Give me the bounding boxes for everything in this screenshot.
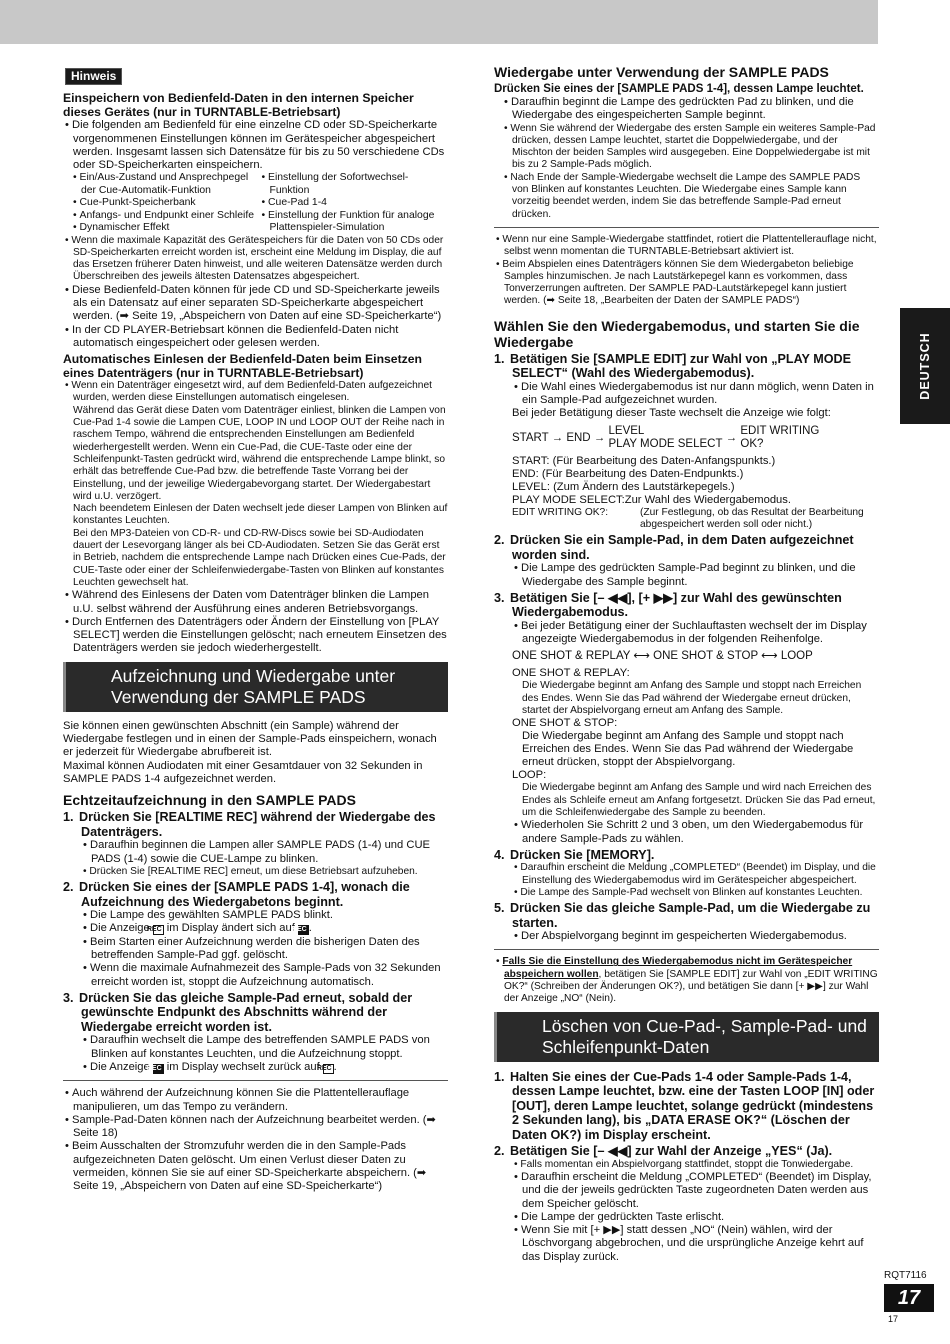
heading-playback: Wiedergabe unter Verwendung der SAMPLE PADS [494,64,829,80]
divider [494,227,879,228]
mode-term: LOOP: [512,769,547,782]
note-item: • Durch Entfernen des Datenträgers oder Ändern der Einstellung von [PLAY SELECT] werden die Einstellungen gelöscht; nach erneutem Einsetzen des Datenträgers werden sie jedoch wiederhergestellt. [63,616,448,656]
rec-indicator-icon: REC [146,926,162,934]
mode-one-shot-stop: ONE SHOT & STOP [653,650,758,663]
definition-row: END: (Für Bearbeitung des Daten-Endpunkts.) [512,467,744,480]
note-item: • Sample-Pad-Daten können nach der Aufzeichnung bearbeitet werden. (➡ Seite 18) [63,1114,448,1141]
divider [63,1080,448,1081]
note-item: • Wenn die maximale Kapazität des Gerätespeichers für die Daten von 50 CDs oder SD-Speicherkarten erreicht worden ist, erscheint eine Meldung im Display, die auf das Ersetzen früherer Daten hinweist, und alle weiteren Datensätze werden durch Überschreiben des jeweils ältesten Datensatzes abgespeichert. [63,235,448,284]
list-item: • Anfangs- und Endpunkt einer Schleife [71,210,260,222]
mode-description: Die Wiedergabe beginnt am Anfang des Sample und stoppt nach Erreichen des Endes. Wenn Sie das Pad während der Wiedergabe erneut drücken, stoppt der Abspielvorgang. [522,730,854,769]
mode-one-shot-replay: ONE SHOT & REPLAY [512,650,631,663]
note-item: • Wenn ein Datenträger eingesetzt wird, auf dem Bedienfeld-Daten aufgezeichnet wurden, werden diese Einstellungen automatisch eingelesen. [63,380,448,405]
step-note: • Wenn Sie mit [+ ▶▶] statt dessen „NO“ (Nein) wählen, wird der Löschvorgang abgebrochen, und die ursprüngliche Anzeige kehrt auf das Display zurück. [512,1224,879,1264]
rec-indicator-icon: REC [316,1064,332,1072]
right-column [494,64,879,1264]
mode-loop: LOOP [780,650,813,663]
note-item: • Auch während der Aufzeichnung können Sie die Plattentellerauflage manipulieren, um das Tempo zu verändern. [63,1087,448,1114]
step-note: • Daraufhin erscheint die Meldung „COMPLETED“ (Beendet) im Display, und die der jeweils gedrückten Taste zugeordneten Daten werden aus dem Speicher gelöscht. [512,1171,879,1211]
note-item: • Daraufhin beginnt die Lampe des gedrückten Pad zu blinken, und die Wiedergabe des eingespeicherten Sample beginnt. [502,96,879,123]
heading-realtime-rec: Echtzeitaufzeichnung in den SAMPLE PADS [63,792,356,809]
step-note: • Daraufhin erscheint die Meldung „COMPLETED“ (Beendet) im Display, und die Einstellung des Wiedergabemodus wird im Gerätespeicher abgespeichert. [512,862,879,887]
step-2: 2. Drücken Sie eines der [SAMPLE PADS 1-4], wonach die Aufzeichnung des Wiedergabetons beginnt. [63,880,410,909]
display-sequence-diagram: START → END → LEVEL PLAY MODE SELECT → EDIT WRITING OK? [512,424,820,450]
step-note: • Der Abspielvorgang beginnt im gespeicherten Wiedergabemodus. [512,930,879,943]
definition-row: EDIT WRITING OK?: (Zur Festlegung, ob das Resultat der Bearbeitung abgespeichert werden soll oder nicht.) [512,506,864,530]
divider [494,949,879,950]
list-item: • Einstellung der Funktion für analoge Plattenspieler-Simulation [260,210,449,235]
note-text: Während das Gerät diese Daten vom Datenträger einliest, blinken die Lampen von Cue-Pad 1-4 sowie die Lampen CUE, LOOP IN und LOOP OUT der Reihe nach in raschem Tempo, während die entsprechenden Einstellungen am Bedienfeld wiederhergestellt werden. Wenn ein Cue-Pad, die CUE-Taste oder eine der Schleifenpunkt-Tasten gedrückt wird, während die entsprechende Lampe blinkt, so erhält das betreffende Cue-Pad bzw. die betreffende Taste Vorrang bei der Einstellung, und der jeweilige Wiedergabevorgang startet. Der Wiedergabestart wird u.U. verzögert. [73,404,446,502]
definition-row: LEVEL: (Zum Ändern des Lautstärkepegels.) [512,480,735,493]
step-note: • Die Anzeige REC im Display wechselt zurück auf REC . [81,1061,448,1074]
left-column [63,64,448,1194]
note-item: • Wenn nur eine Sample-Wiedergabe stattfindet, rotiert die Plattentellerauflage nicht, selbst wenn momentan die TURNTABLE-Betriebsart aktiviert ist. [494,234,879,259]
language-tab: DEUTSCH [900,308,950,424]
step-note: • Drücken Sie [REALTIME REC] erneut, um diese Betriebsart aufzuheben. [81,866,448,878]
step-4: 4. Drücken Sie [MEMORY]. [494,847,655,862]
note-item: • Diese Bedienfeld-Daten können für jede CD und SD-Speicherkarte jeweils als ein Datensatz auf einer separaten SD-Speicherkarte abgespeichert werden. (➡ Seite 19, „Abspeichern von Daten auf eine SD-Speicherkarte“) [63,284,448,324]
note-item: • Falls Sie die Einstellung des Wiedergabemodus nicht im Gerätespeicher abspeichern wollen, betätigen Sie [SAMPLE EDIT] zur Wahl von „EDIT WRITING OK?“ (Schreiben der Änderungen OK?), und betätigen Sie dann [+ ▶▶] zur Wahl der Anzeige „NO“ (Nein). [494,956,879,1005]
step-3: 3. Betätigen Sie [– ◀◀], [+ ▶▶] zur Wahl des gewünschten Wiedergabemodus. [494,590,842,620]
mode-description: Die Wiedergabe beginnt am Anfang des Sample und stoppt nach Erreichen des Endes. Wenn Sie das Pad während der Wiedergabe erneut drücken, startet der Abspielvorgang erneut am Anfang des Sample. [522,680,862,717]
settings-list [63,172,448,234]
intro-text: Maximal können Audiodaten mit einer Gesamtdauer von 32 Sekunden in SAMPLE PADS 1-4 aufgezeichnet werden. [63,759,423,785]
step-note: • Die Lampe des Sample-Pad wechselt von Blinken auf konstantes Leuchten. [512,887,879,899]
mode-term: ONE SHOT & REPLAY: [512,667,630,680]
step-note: • Die Lampe der gedrückten Taste erlischt. [512,1211,879,1224]
step-1: 1. Halten Sie eines der Cue-Pads 1-4 oder Sample-Pads 1-4, dessen Lampe leuchtet, bzw. eine der Tasten LOOP [IN] oder [OUT], deren Lampe leuchtet, solange gedrückt (mindestens 2 Sekunden lang), bis „DATA ERASE OK?“ (Löschen der Daten OK?) im Display erscheint. [494,1069,875,1142]
note-item: • Beim Abspielen eines Datenträgers können Sie dem Wiedergabeton beliebige Samples hinzumischen. Je nach Lautstärkepegel kann es vorkommen, dass Tonverzerrungen auftreten. Der SAMPLE PAD-Lautstärkepegel kann justiert werden. (➡ Seite 18, „Bearbeiten der Daten der SAMPLE PADS“) [494,259,879,308]
page-number-small: 17 [888,1314,899,1324]
model-number: RQT7116 [884,1270,927,1281]
note-item: • Beim Ausschalten der Stromzufuhr werden die in den Sample-Pads aufgezeichneten Daten gelöscht. Um einen Verlust dieser Daten zu vermeiden, können Sie sie auf einer SD-Speicherkarte abspeichern. (➡ Seite 19, „Abspeichern von Daten auf eine SD-Speicherkarte“) [63,1140,448,1193]
rec-indicator-active-icon: REC [291,926,307,934]
section-banner-record: Aufzeichnung und Wiedergabe unter Verwendung der SAMPLE PADS [63,662,448,712]
note-text: Bei den MP3-Dateien von CD-R- und CD-RW-Discs sowie bei SD-Audiodaten dauert der Lesevorgang länger als bei CD-Audiodaten. Setzen Sie das Gerät erst in Betrieb, nachdem die entsprechende Lampe nach Drücken eines Cue-Pads, der CUE-Taste oder einer der Schleifenwiedergabe-Tasten von Blinken auf konstantes Leuchten gewechselt hat. [73,527,446,588]
rec-indicator-active-icon: REC [146,1064,162,1072]
note-item: • Während des Einlesens der Daten vom Datenträger blinken die Lampen u.U. selbst während der Ausführung eines anderen Betriebsvorgangs. [63,589,448,616]
subheading-store-panel-data: Einspeichern von Bedienfeld-Daten in den internen Speicher dieses Gerätes (nur in TURNTABLE-Betriebsart) [63,91,414,120]
list-item: • Cue-Punkt-Speicherbank [71,197,260,209]
subheading-auto-read: Automatisches Einlesen der Bedienfeld-Daten beim Einsetzen eines Datenträgers (nur in TURNTABLE-Betriebsart) [63,352,422,381]
definition-row: PLAY MODE SELECT:Zur Wahl des Wiedergabemodus. [512,493,791,506]
step-5: 5. Drücken Sie das gleiche Sample-Pad, um die Wiedergabe zu starten. [494,901,871,930]
mode-term: ONE SHOT & STOP: [512,717,618,730]
page-number: 17 [884,1284,934,1312]
list-item: • Einstellung der Sofortwechsel-Funktion [260,172,449,197]
definition-row: START: (Für Bearbeitung des Daten-Anfangspunkts.) [512,454,776,467]
list-item: • Ein/Aus-Zustand und Ansprechpegel der Cue-Automatik-Funktion [71,172,260,197]
header-bar [0,0,878,44]
note-item: • Wenn Sie während der Wiedergabe des ersten Sample ein weiteres Sample-Pad drücken, dessen Lampe leuchtet, startet die Doppelwiedergabe, und der Mischton der beiden Samples wird ausgegeben. Eine Doppelwiedergabe ist mit bis zu 2 Sample-Pads möglich. [502,123,879,172]
seq-end: END [566,431,591,444]
mode-sequence-diagram: ONE SHOT & REPLAY ⟷ ONE SHOT & STOP ⟷ LOOP [512,650,813,663]
seq-level: LEVEL [608,424,645,437]
note-item: • Nach Ende der Sample-Wiedergabe wechselt die Lampe des SAMPLE PADS von Blinken auf konstantes Leuchten. Die Wiedergabe eines Sample kann vorzeitig beendet werden, indem Sie das betreffende Sample-Pad erneut drücken. [502,172,879,221]
step-note: • Die Lampe des gedrückten Sample-Pad beginnt zu blinken, und die Wiedergabe des Sample beginnt. [512,562,879,589]
definition-list [494,455,879,532]
step-note: • Wiederholen Sie Schritt 2 und 3 oben, um den Wiedergabemodus für andere Sample-Pads zu wählen. [512,819,879,846]
step-1: 1. Betätigen Sie [SAMPLE EDIT] zur Wahl von „PLAY MODE SELECT“ (Wahl des Wiedergabemodus). [494,351,852,381]
step-note: • Bei jeder Betätigung einer der Suchlauftasten wechselt der im Display angezeigte Wiedergabemodus in der folgenden Reihenfolge. [512,620,879,647]
step-note: • Daraufhin beginnen die Lampen aller SAMPLE PADS (1-4) und CUE PADS (1-4) sowie die CUE-Lampe zu blinken. [81,839,448,866]
seq-start: START [512,431,549,444]
mode-definitions [494,667,879,819]
step-note: • Beim Starten einer Aufzeichnung werden die bisherigen Daten des betreffenden Sample-Pad ggf. gelöscht. [81,936,448,963]
step-note: • Daraufhin wechselt die Lampe des betreffenden SAMPLE PADS von Blinken auf konstantes Leuchten, und die Aufzeichnung stoppt. [81,1034,448,1061]
mode-description: Die Wiedergabe beginnt am Anfang des Sample und wird nach Erreichen des Endes als Schleife erneut am Anfang fortgesetzt. Drücken Sie das Pad erneut, um die Schleifenwiedergabe des Sample zu beenden. [522,782,876,818]
list-item: • Dynamischer Effekt [71,222,260,234]
step-text: Bei jeder Betätigung dieser Taste wechselt die Anzeige wie folgt: [512,407,831,420]
seq-ok: OK? [740,437,764,450]
heading-select-mode: Wählen Sie den Wiedergabemodus, und starten Sie die Wiedergabe [494,317,860,350]
step-1: 1. Drücken Sie [REALTIME REC] während der Wiedergabe des Datenträgers. [63,810,436,839]
step-3: 3. Drücken Sie das gleiche Sample-Pad erneut, sobald der gewünschte Endpunkt des Abschnitts während der Wiedergabe erreicht worden ist. [63,990,413,1034]
step-note: • Wenn die maximale Aufnahmezeit des Sample-Pads von 32 Sekunden erreicht worden ist, stoppt die Aufzeichnung automatisch. [81,962,448,989]
step-note: • Falls momentan ein Abspielvorgang stattfindet, stoppt die Tonwiedergabe. [512,1159,879,1171]
hinweis-tag: Hinweis [65,68,122,85]
seq-play-mode-select: PLAY MODE SELECT [608,437,723,450]
section-banner-delete: Löschen von Cue-Pad-, Sample-Pad- und Schleifenpunkt-Daten [494,1012,879,1062]
subheading-press-pad: Drücken Sie eines der [SAMPLE PADS 1-4], dessen Lampe leuchtet. [494,83,864,95]
step-note: • Die Lampe des gewählten SAMPLE PADS blinkt. [81,909,448,922]
intro-text: Sie können einen gewünschten Abschnitt (ein Sample) während der Wiedergabe festlegen und in einen der Sample-Pads einspeichern, wonach er jederzeit für Wiedergabe abrufbereit ist. [63,719,437,759]
seq-edit-writing: EDIT WRITING [740,424,820,437]
list-item: • Cue-Pad 1-4 [260,197,449,209]
step-2: 2. Betätigen Sie [– ◀◀] zur Wahl der Anzeige „YES“ (Ja). [494,1144,833,1159]
note-item: • In der CD PLAYER-Betriebsart können die Bedienfeld-Daten nicht automatisch eingespeichert oder gelesen werden. [63,324,448,351]
step-note: • Die Anzeige REC im Display ändert sich auf REC . [81,922,448,935]
step-note: • Die Wahl eines Wiedergabemodus ist nur dann möglich, wenn Daten in ein Sample-Pad aufgezeichnet wurden. [512,381,879,408]
step-2: 2. Drücken Sie ein Sample-Pad, in dem Daten aufgezeichnet worden sind. [494,533,854,562]
note-text: Nach beendetem Einlesen der Daten wechselt jede dieser Lampen von Blinken auf konstantes Leuchten. [73,503,448,527]
note-item: • Die folgenden am Bedienfeld für eine einzelne CD oder SD-Speicherkarte vorgenommenen Einstellungen können im Gerätespeicher abgespeichert werden. Insgesamt lassen sich Datensätze für bis zu 50 verschiedene CDs oder SD-Speicherkarten einspeichern. [63,119,448,172]
